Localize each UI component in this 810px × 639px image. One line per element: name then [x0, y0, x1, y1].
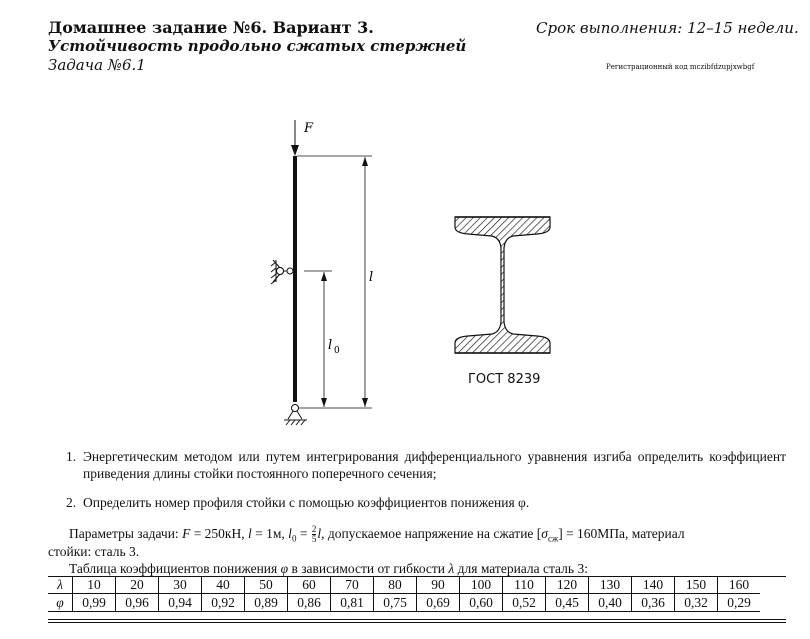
table-cell-phi: 0,32	[675, 594, 718, 612]
task-parameters: Параметры задачи: F = 250кН, l = 1м, $l_0$ = $\frac{2}{5}$ l, допускаемое напряжение на сжатие $[\sigma_{сж}] = 160МПа$, материал	[69, 524, 685, 545]
column-diagram	[260, 110, 390, 430]
table-cell-lambda: 150	[675, 576, 718, 594]
deadline: Срок выполнения: 12–15 недели.	[536, 19, 799, 37]
table-cell-lambda: 100	[460, 576, 503, 594]
table-cell-lambda: 140	[632, 576, 675, 594]
length-label: l	[369, 270, 374, 285]
table-cell-phi: 0,81	[331, 594, 374, 612]
table-cell-phi: 0,92	[202, 594, 245, 612]
reduced-length-label: l	[328, 338, 333, 353]
table-cell-phi: 0,29	[718, 594, 761, 612]
table-row-phi	[48, 594, 760, 612]
table-cell-lambda: 30	[159, 576, 202, 594]
table-cell-phi: 0,94	[159, 594, 202, 612]
table-cell-phi: 0,36	[632, 594, 675, 612]
section-caption: ГОСТ 8239	[468, 372, 541, 387]
task-parameters-cont: стойки: сталь 3.	[48, 544, 140, 559]
list-item-number: 1.	[66, 449, 77, 464]
pin-support	[284, 405, 307, 426]
table-cell-phi: 0,86	[288, 594, 331, 612]
list-item	[66, 448, 786, 482]
table-cell-lambda: 90	[417, 576, 460, 594]
buckling-coefficient-table	[48, 576, 760, 612]
table-cell-phi: 0,45	[546, 594, 589, 612]
table-cell-phi: 0,89	[245, 594, 288, 612]
table-cell-lambda: 40	[202, 576, 245, 594]
table-cell-lambda: 70	[331, 576, 374, 594]
table-cell-lambda: 130	[589, 576, 632, 594]
table-bottom-rule-2	[48, 622, 786, 623]
table-cell-phi: 0,69	[417, 594, 460, 612]
registration-code: Регистрационный код mczibfdzupjxwbgf	[606, 63, 755, 71]
table-caption: Таблица коэффициентов понижения φ в зависимости от гибкости λ для материала сталь 3:	[69, 561, 588, 576]
table-row-header: φ	[48, 594, 73, 612]
reduced-length-sub: 0	[334, 346, 340, 356]
table-cell-phi: 0,96	[116, 594, 159, 612]
table-row-lambda	[48, 576, 760, 594]
list-item-text: Определить номер профиля стойки с помощью коэффициентов понижения φ.	[83, 495, 530, 510]
table-cell-phi: 0,75	[374, 594, 417, 612]
ibeam-section-drawing	[445, 210, 560, 360]
table-cell-lambda: 120	[546, 576, 589, 594]
list-item	[66, 494, 786, 511]
task-number: Задача №6.1	[48, 56, 146, 74]
page-subtitle: Устойчивость продольно сжатых стержней	[48, 37, 467, 55]
list-item-text: Энергетическим методом или путем интегрирования дифференциального уравнения изгиба определить коэффициент приведения длины стойки постоянного поперечного сечения;	[83, 449, 786, 481]
force-arrowhead	[291, 145, 299, 156]
table-bottom-rule	[48, 619, 786, 620]
table-cell-phi: 0,40	[589, 594, 632, 612]
table-cell-phi: 0,99	[73, 594, 116, 612]
table-cell-lambda: 50	[245, 576, 288, 594]
table-cell-lambda: 10	[73, 576, 116, 594]
table-cell-lambda: 60	[288, 576, 331, 594]
table-cell-lambda: 110	[503, 576, 546, 594]
table-cell-phi: 0,60	[460, 594, 503, 612]
force-label: F	[304, 121, 314, 136]
table-cell-lambda: 20	[116, 576, 159, 594]
page-title: Домашнее задание №6. Вариант 3.	[48, 18, 374, 37]
table-cell-lambda: 80	[374, 576, 417, 594]
table-cell-phi: 0,52	[503, 594, 546, 612]
list-item-number: 2.	[66, 495, 77, 510]
table-cell-lambda: 160	[718, 576, 761, 594]
intermediate-support	[271, 260, 293, 284]
table-row-header: λ	[48, 576, 73, 594]
ibeam-shape	[455, 217, 550, 353]
